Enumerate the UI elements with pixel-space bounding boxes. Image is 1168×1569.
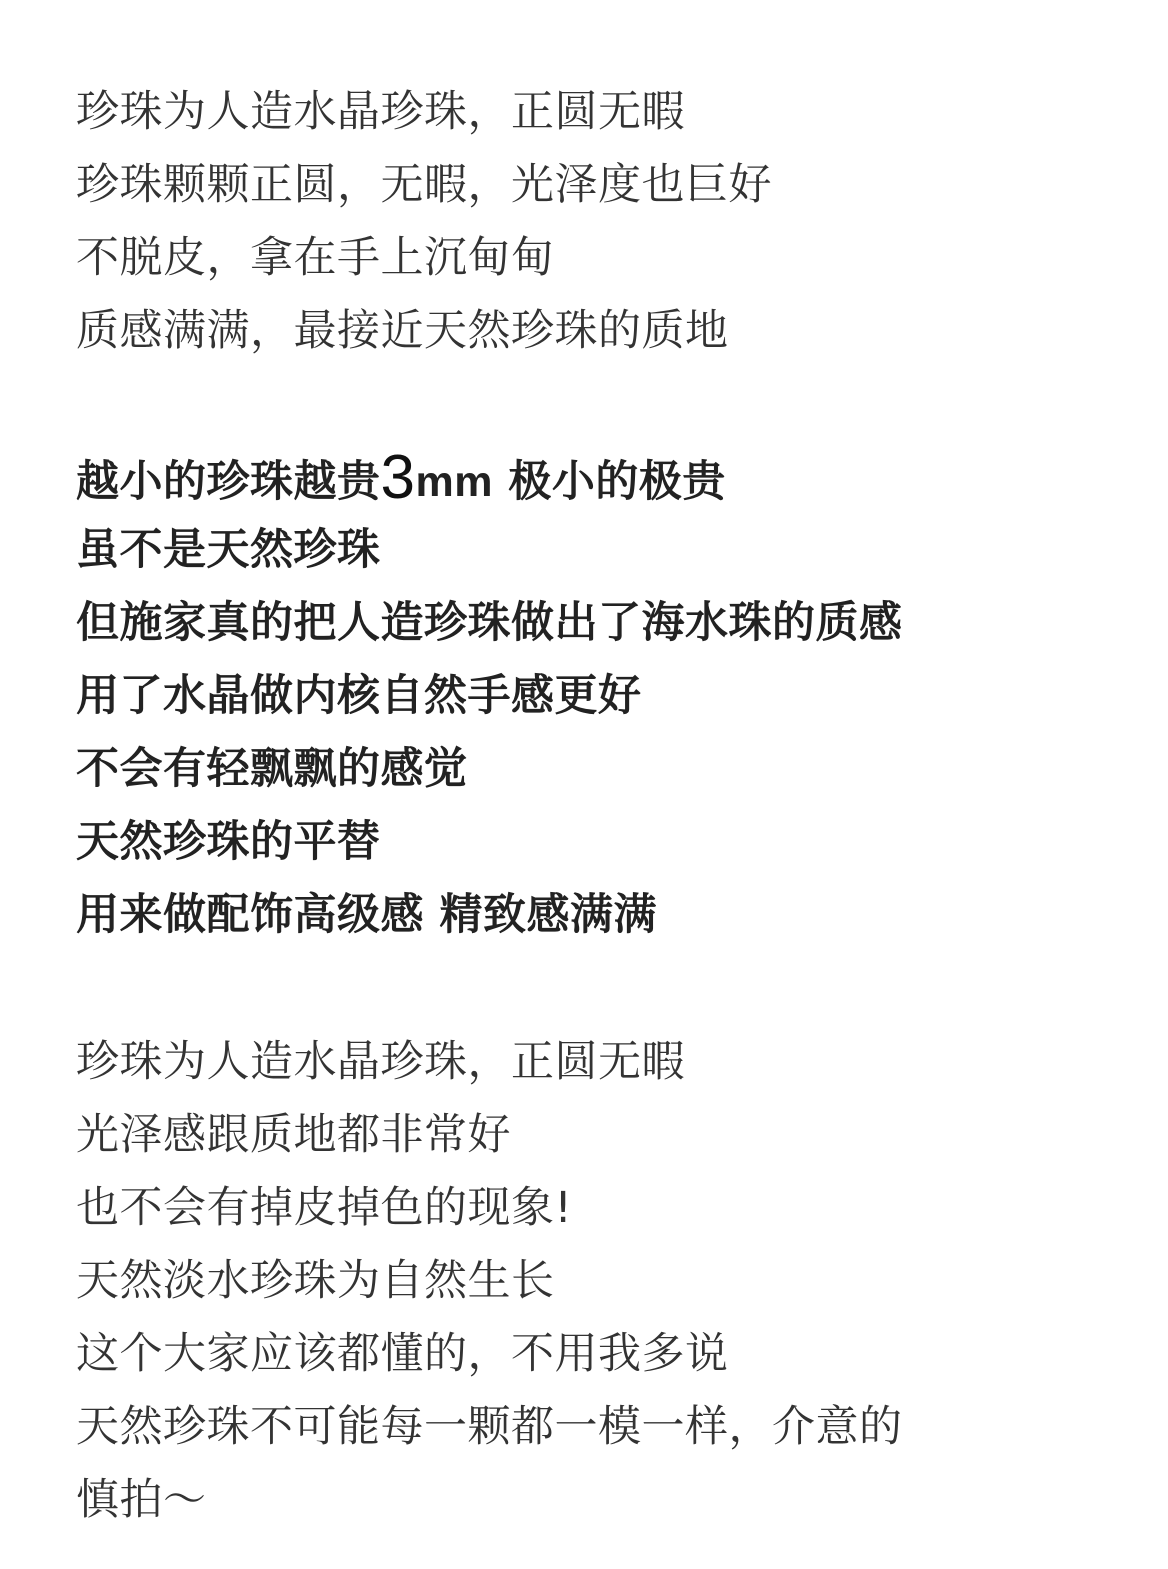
text-line: 珍珠为人造水晶珍珠，正圆无暇 [76,87,685,137]
text-line: 珍珠颗颗正圆，无暇，光泽度也巨好 [76,160,772,210]
text-line: 也不会有掉皮掉色的现象! [76,1183,573,1233]
paragraph-highlight [76,441,1136,952]
text-line: 光泽感跟质地都非常好 [76,1110,511,1160]
paragraph-spacer [76,368,1136,441]
text-line: 天然淡水珍珠为自然生长 [76,1256,555,1306]
size-number: 3 [380,443,416,512]
paragraph-details [76,1026,1136,1537]
paragraph-spacer [76,952,1136,1026]
text-line: 珍珠为人造水晶珍珠，正圆无暇 [76,1037,685,1087]
text-line: 质感满满，最接近天然珍珠的质地 [76,306,729,356]
text-line: 用来做配饰高级感 精致感满满 [76,890,657,940]
size-note-suffix: 极小的极贵 [492,457,726,507]
text-line: 天然珍珠的平替 [76,817,381,867]
post-body [76,76,1136,1537]
size-unit: mm [415,458,493,506]
text-line: 不会有轻飘飘的感觉 [76,744,468,794]
text-line-size-note [76,441,1136,514]
text-line: 用了水晶做内核自然手感更好 [76,671,642,721]
text-line: 这个大家应该都懂的，不用我多说 [76,1329,729,1379]
text-line: 不脱皮，拿在手上沉甸甸 [76,233,555,283]
text-line: 天然珍珠不可能每一颗都一模一样，介意的 [76,1402,903,1452]
size-note-prefix: 越小的珍珠越贵 [76,457,381,507]
text-line: 慎拍～ [76,1475,207,1525]
paragraph-intro [76,76,1136,368]
text-line: 虽不是天然珍珠 [76,525,381,575]
text-line: 但施家真的把人造珍珠做出了海水珠的质感 [76,598,903,648]
